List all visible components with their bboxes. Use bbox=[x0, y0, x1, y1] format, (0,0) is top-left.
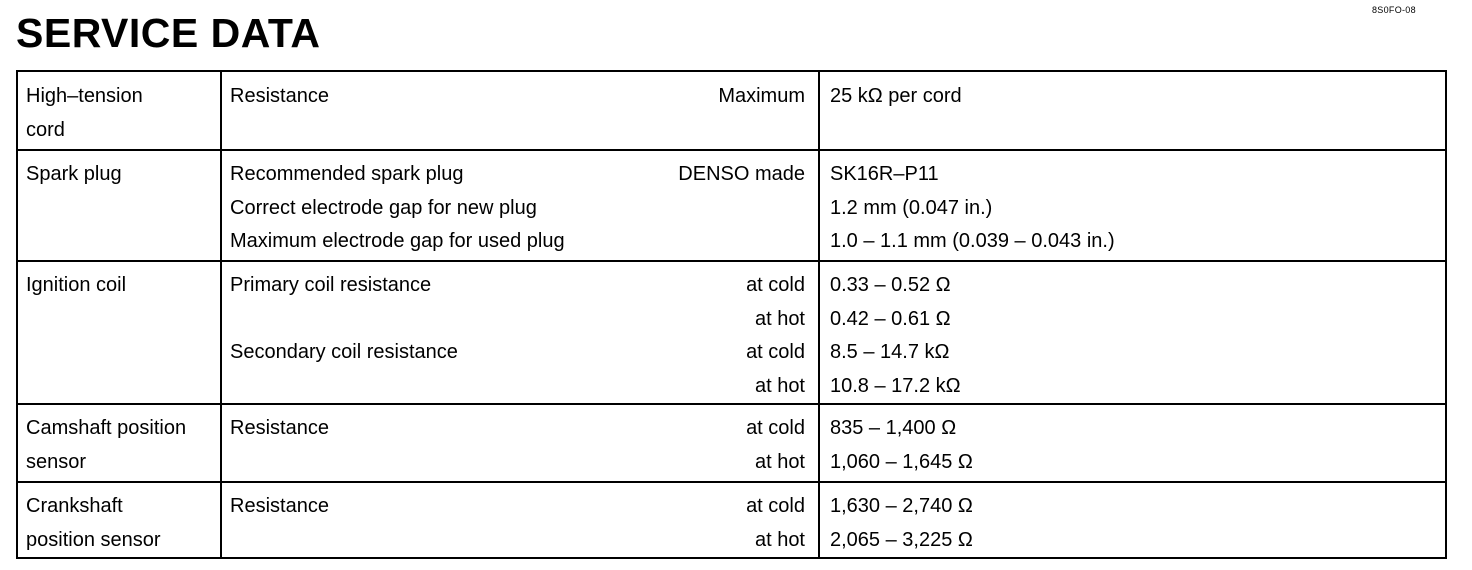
item-label: Resistance bbox=[230, 85, 329, 107]
condition-label: at hot bbox=[754, 374, 805, 397]
item-label: Resistance bbox=[230, 417, 329, 439]
component-name: Spark plug bbox=[26, 163, 122, 185]
spec-value: 10.8 – 17.2 kΩ bbox=[830, 374, 961, 397]
condition-label: at cold bbox=[746, 417, 805, 439]
row-divider bbox=[18, 481, 1445, 483]
spec-value: 2,065 – 3,225 Ω bbox=[830, 528, 973, 551]
condition-label: at cold bbox=[746, 495, 805, 517]
page-title: SERVICE DATA bbox=[16, 10, 321, 56]
spec-value: 1.2 mm (0.047 in.) bbox=[830, 196, 993, 219]
item-label: Primary coil resistance bbox=[230, 274, 432, 296]
spec-value: SK16R–P11 bbox=[830, 163, 939, 185]
service-data-table bbox=[16, 70, 1447, 559]
component-name: Camshaft position sensor bbox=[26, 417, 187, 473]
column-divider bbox=[818, 72, 820, 557]
column-divider bbox=[220, 72, 222, 557]
row-divider bbox=[18, 403, 1445, 405]
document-code: 8S0FO-08 bbox=[1372, 5, 1416, 15]
component-name: Crankshaft position sensor bbox=[26, 495, 161, 551]
condition-label: at hot bbox=[754, 450, 805, 473]
spec-value: 1.0 – 1.1 mm (0.039 – 0.043 in.) bbox=[830, 230, 1115, 252]
item-label: Maximum electrode gap for used plug bbox=[230, 230, 565, 252]
condition-label: at hot bbox=[754, 307, 805, 330]
condition-label: DENSO made bbox=[678, 163, 805, 185]
spec-value: 25 kΩ per cord bbox=[830, 85, 962, 107]
condition-label: Maximum bbox=[718, 85, 805, 107]
spec-value: 0.33 – 0.52 Ω bbox=[830, 274, 951, 296]
row-divider bbox=[18, 260, 1445, 262]
spec-value: 1,060 – 1,645 Ω bbox=[830, 450, 973, 473]
item-label: Resistance bbox=[230, 495, 329, 517]
condition-label: at cold bbox=[746, 341, 805, 363]
row-divider bbox=[18, 149, 1445, 151]
component-name: High–tension cord bbox=[26, 85, 143, 141]
spec-value: 0.42 – 0.61 Ω bbox=[830, 307, 951, 330]
item-label: Secondary coil resistance bbox=[230, 341, 458, 363]
condition-label: at cold bbox=[746, 274, 805, 296]
spec-value: 8.5 – 14.7 kΩ bbox=[830, 341, 950, 363]
condition-label: at hot bbox=[754, 528, 805, 551]
component-name: Ignition coil bbox=[26, 274, 127, 296]
spec-value: 1,630 – 2,740 Ω bbox=[830, 495, 973, 517]
item-label: Correct electrode gap for new plug bbox=[230, 196, 537, 219]
spec-value: 835 – 1,400 Ω bbox=[830, 417, 957, 439]
item-label: Recommended spark plug bbox=[230, 163, 464, 185]
